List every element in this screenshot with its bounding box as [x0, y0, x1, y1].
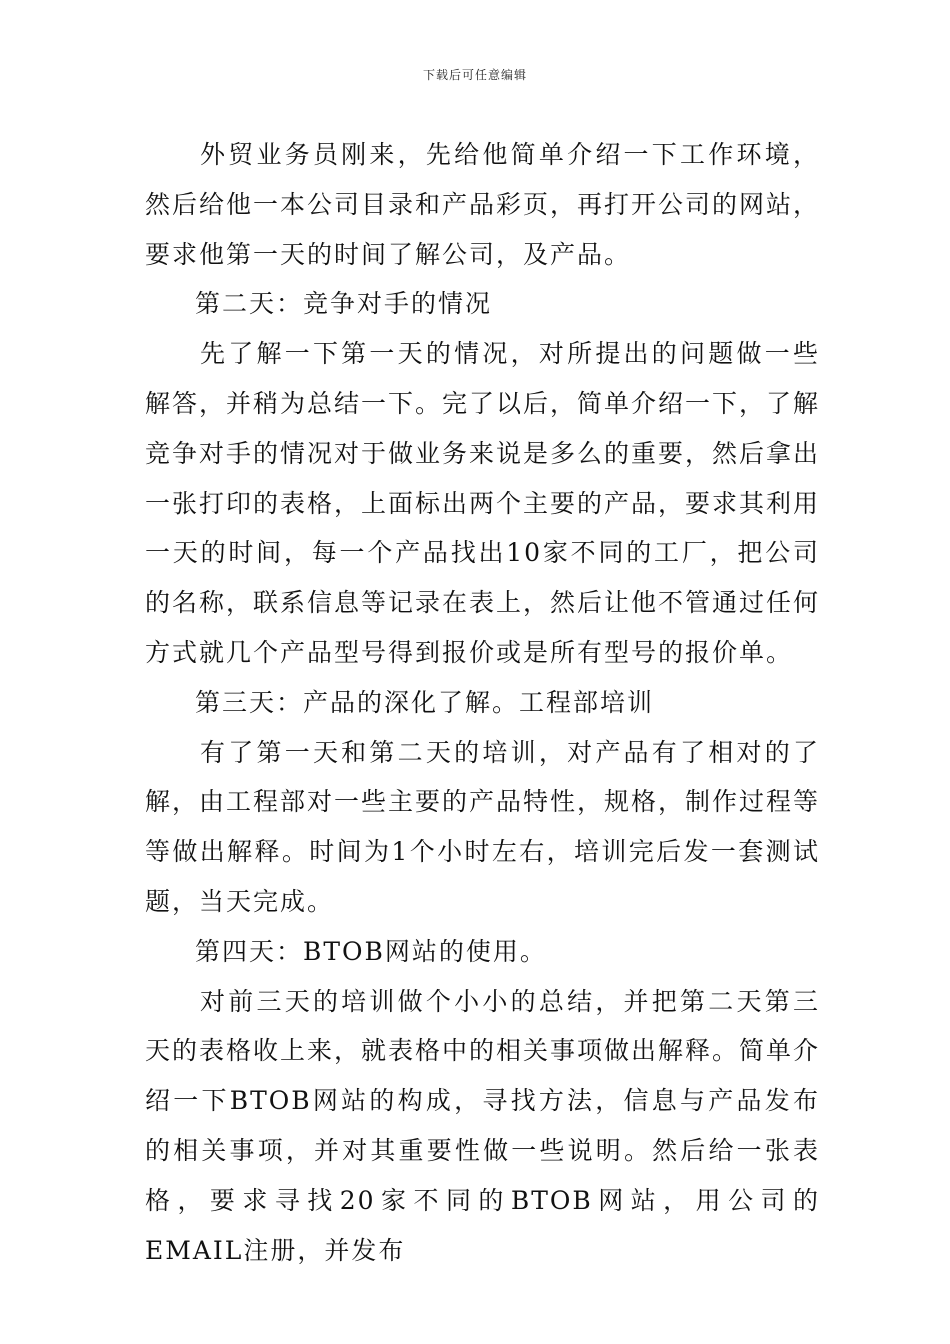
- paragraph-day2: 先了解一下第一天的情况，对所提出的问题做一些解答，并稍为总结一下。完了以后，简单介绍一下，了解竞争对手的情况对于做业务来说是多么的重要，然后拿出一张打印的表格，上面标出两个主要的产品，要求其利用一天的时间，每一个产品找出10家不同的工厂，把公司的名称，联系信息等记录在表上，然后让他不管通过任何方式就几个产品型号得到报价或是所有型号的报价单。: [145, 339, 821, 667]
- page-header-note: 下载后可任意编辑: [422, 68, 527, 82]
- paragraph-day3: 有了第一天和第二天的培训，对产品有了相对的了解，由工程部对一些主要的产品特性，规格，制作过程等等做出解释。时间为1个小时左右，培训完后发一套测试题，当天完成。: [145, 737, 821, 916]
- heading-day4: 第四天：BTOB网站的使用。: [195, 936, 547, 966]
- heading-day2: 第二天：竞争对手的情况: [195, 289, 493, 319]
- paragraph-day1-intro: 外贸业务员刚来，先给他简单介绍一下工作环境，然后给他一本公司目录和产品彩页，再打开公司的网站，要求他第一天的时间了解公司，及产品。: [145, 140, 821, 269]
- heading-day3: 第三天：产品的深化了解。工程部培训: [195, 687, 655, 717]
- document-body: [145, 130, 820, 1275]
- paragraph-day4: 对前三天的培训做个小小的总结，并把第二天第三天的表格收上来，就表格中的相关事项做出解释。简单介绍一下BTOB网站的构成，寻找方法，信息与产品发布的相关事项，并对其重要性做一些说明。然后给一张表格，要求寻找20家不同的BTOB网站，用公司的EMAIL注册，并发布: [145, 986, 821, 1265]
